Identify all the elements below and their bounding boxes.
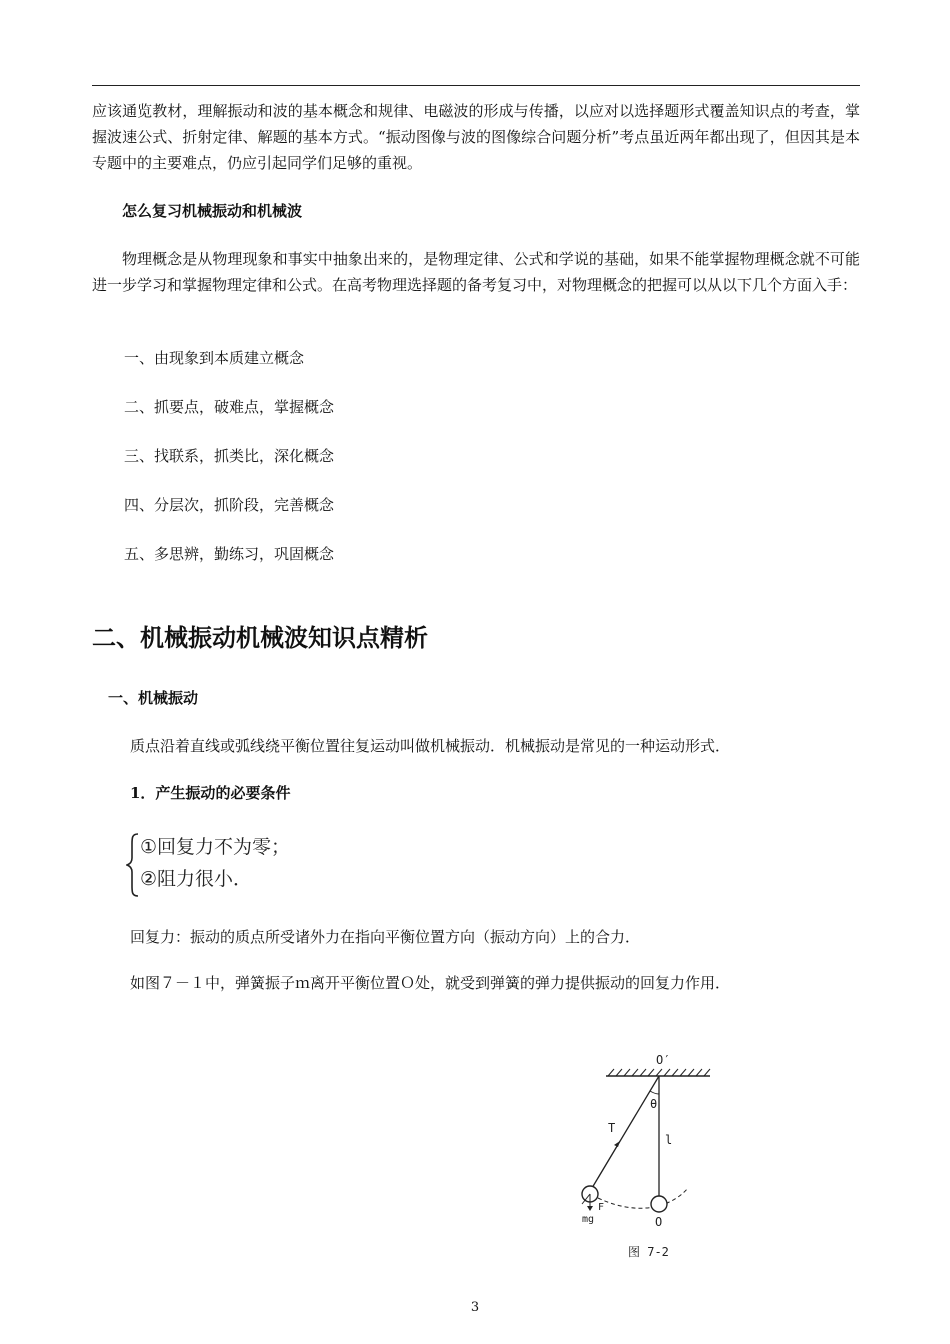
method-item-4: 四、分层次，抓阶段，完善概念	[124, 496, 335, 514]
weight-arrowhead	[587, 1206, 593, 1211]
weight-label: mg	[582, 1214, 595, 1225]
angle-arc	[650, 1091, 659, 1094]
pendulum-figure	[570, 1048, 730, 1264]
page-number: 3	[470, 1300, 480, 1315]
pivot-label: O′	[656, 1053, 671, 1067]
review-heading: 怎么复习机械振动和机械波	[122, 202, 303, 220]
ceiling-hatch	[608, 1069, 710, 1076]
brace-icon	[126, 832, 140, 898]
tension-label: T	[608, 1121, 616, 1135]
intro-paragraph: 应该通览教材，理解振动和波的基本概念和规律、电磁波的形成与传播，以应对以选择题形式覆盖知识点的考查，掌握波速公式、折射定律、解题的基本方式。“振动图像与波的图像综合问题分析”考点虽近两年都出现了，但因其是本专题中的主要难点，仍应引起同学们足够的重视。	[92, 102, 860, 172]
bottom-label: O	[655, 1215, 663, 1229]
method-item-3: 三、找联系，抓类比，深化概念	[124, 447, 335, 465]
example-text: 如图７－１中，弹簧振子ｍ离开平衡位置Ｏ处，就受到弹簧的弹力提供振动的回复力作用．	[130, 974, 731, 992]
definition-text: 质点沿着直线或弧线绕平衡位置往复运动叫做机械振动．机械振动是常见的一种运动形式．	[130, 737, 731, 755]
angle-label: θ	[650, 1097, 658, 1111]
method-item-5: 五、多思辨，勤练习，巩固概念	[124, 545, 335, 563]
subsection-title: 一、机械振动	[108, 689, 199, 707]
bob-rest	[651, 1196, 667, 1212]
condition-2: ②阻力很小．	[140, 868, 253, 890]
section-title: 二、机械振动机械波知识点精析	[92, 624, 428, 652]
condition-heading: 1．产生振动的必要条件	[130, 784, 291, 802]
method-item-1: 一、由现象到本质建立概念	[124, 349, 305, 367]
condition-1: ①回复力不为零；	[140, 836, 291, 858]
tension-arrowhead	[614, 1141, 620, 1147]
swing-path	[598, 1188, 688, 1208]
conditions-brace	[126, 830, 366, 896]
length-label: l	[665, 1133, 673, 1147]
restoring-force-text: 回复力：振动的质点所受诸外力在指向平衡位置方向（振动方向）上的合力．	[130, 928, 641, 946]
concept-paragraph: 物理概念是从物理现象和事实中抽象出来的，是物理定律、公式和学说的基础，如果不能掌握物理概念就不可能进一步学习和掌握物理定律和公式。在高考物理选择题的备考复习中，对物理概念的把握可以从以下几个方面入手：	[92, 250, 860, 294]
pendulum-diagram	[570, 1048, 730, 1264]
method-item-2: 二、抓要点，破难点，掌握概念	[124, 398, 335, 416]
force-label: F	[598, 1202, 605, 1213]
tension-arrow	[598, 1141, 620, 1178]
header-rule	[92, 85, 860, 86]
figure-caption: 图 7-2	[628, 1245, 669, 1259]
